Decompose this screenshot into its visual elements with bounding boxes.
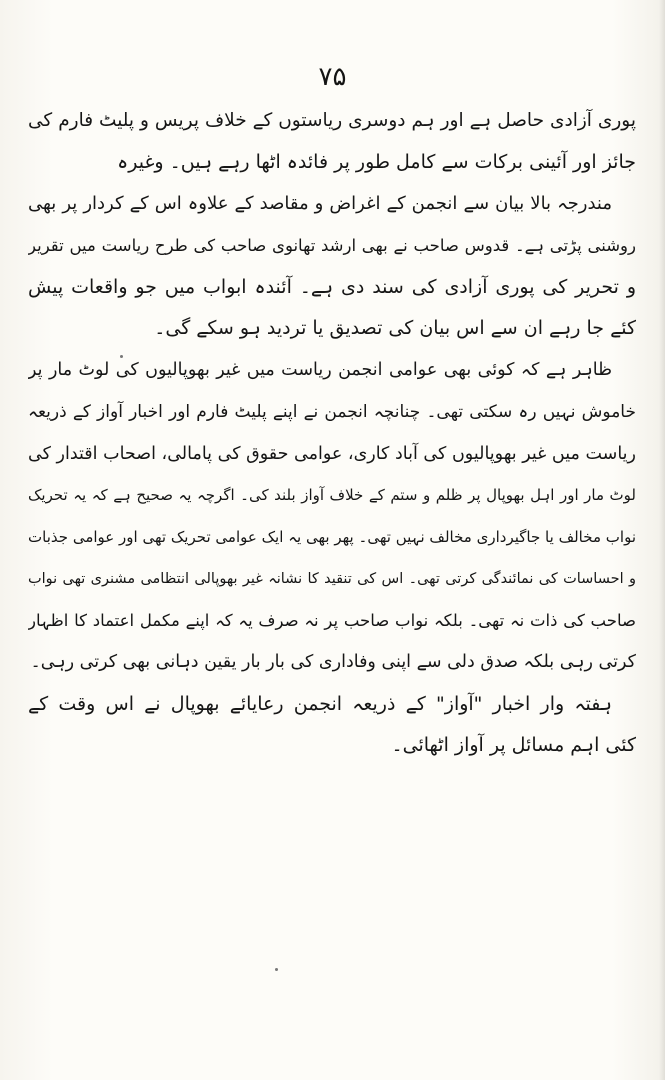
text-line-10: لوٹ مار اور اہل بھوپال پر ظلم و ستم کے خلاف آواز بلند کی۔ اگرچہ یہ صحیح ہے کہ یہ تحریک [28, 486, 636, 505]
page-edge-shadow [659, 0, 665, 1080]
text-line-16: کئی اہم مسائل پر آواز اٹھائی۔ [391, 734, 636, 757]
text-line-9: ریاست میں غیر بھوپالیوں کی آباد کاری، عوامی حقوق کی پامالی، اصحاب اقتدار کی [28, 443, 636, 464]
page-number: ۷۵ [318, 62, 347, 92]
text-line-14: کرتی رہی بلکہ صدق دلی سے اپنی وفاداری کی بار بار یقین دہانی بھی کرتی رہی۔ [30, 651, 636, 672]
text-line-12: و احساسات کی نمائندگی کرتی تھی۔ اس کی تنقید کا نشانہ غیر بھوپالی انتظامی مشنری تھی نواب [28, 570, 636, 587]
page-body-text [28, 100, 636, 767]
text-line-7: ظاہر ہے کہ کوئی بھی عوامی انجمن ریاست میں غیر بھوپالیوں کی لوٹ مار پر [28, 360, 612, 381]
text-line-4: روشنی پڑتی ہے۔ قدوس صاحب نے بھی ارشد تھانوی صاحب کی طرح ریاست میں تقریر [28, 236, 636, 256]
text-line-8: خاموش نہیں رہ سکتی تھی۔ چنانچہ انجمن نے اپنے پلیٹ فارم اور اخبار آواز کے ذریعہ [28, 401, 636, 422]
text-line-5: و تحریر کی پوری آزادی کی سند دی ہے۔ آئندہ ابواب میں جو واقعات پیش [28, 275, 636, 298]
text-line-15: ہفتہ وار اخبار "آواز" کے ذریعہ انجمن رعایائے بھوپال نے اس وقت کے [28, 692, 612, 715]
paper-speck [120, 355, 123, 358]
text-line-3: مندرجہ بالا بیان سے انجمن کے اغراض و مقاصد کے علاوہ اس کے کردار پر بھی [28, 193, 612, 215]
text-line-1: پوری آزادی حاصل ہے اور ہم دوسری ریاستوں کے خلاف پریس و پلیٹ فارم کی [28, 110, 636, 131]
text-line-13: صاحب کی ذات نہ تھی۔ بلکہ نواب صاحب پر نہ صرف یہ کہ اپنے مکمل اعتماد کا اظہار [28, 611, 636, 631]
paper-speck [275, 968, 278, 971]
text-line-2: جائز اور آئینی برکات سے کامل طور پر فائدہ اٹھا رہے ہیں۔ وغیرہ [117, 150, 636, 173]
text-line-11: نواب مخالف یا جاگیرداری مخالف نہیں تھی۔ پھر بھی یہ ایک عوامی تحریک تھی اور عوامی جذبات [28, 527, 636, 546]
text-line-6: کئے جا رہے ان سے اس بیان کی تصدیق یا تردید ہو سکے گی۔ [154, 317, 636, 340]
